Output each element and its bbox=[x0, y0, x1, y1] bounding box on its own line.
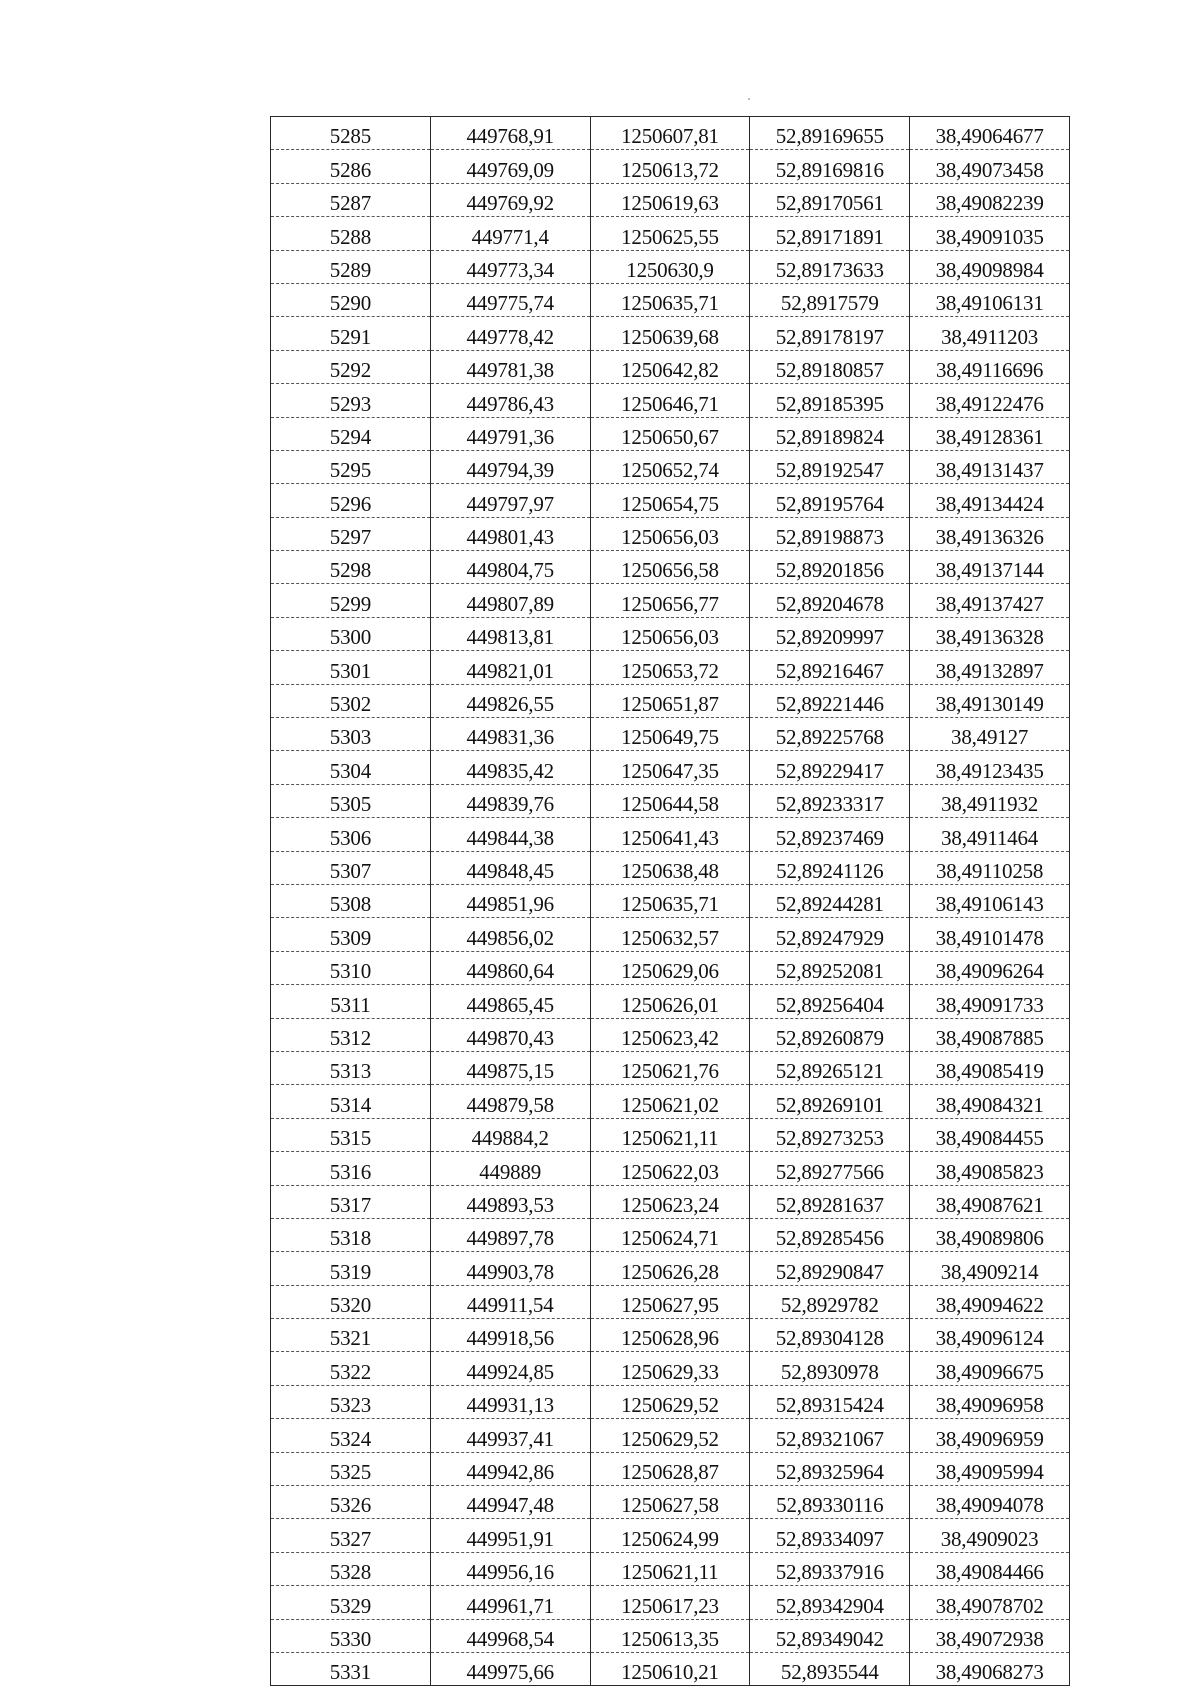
y-coordinate-cell: 1250610,21 bbox=[590, 1652, 750, 1685]
latitude-cell: 52,89192547 bbox=[750, 450, 910, 483]
point-number-cell: 5294 bbox=[271, 417, 431, 450]
table-row bbox=[271, 1419, 1070, 1452]
longitude-cell: 38,4909214 bbox=[910, 1252, 1070, 1285]
latitude-cell: 52,89337916 bbox=[750, 1552, 910, 1585]
y-coordinate-cell: 1250613,72 bbox=[590, 150, 750, 183]
longitude-cell: 38,49106131 bbox=[910, 283, 1070, 316]
latitude-cell: 52,89290847 bbox=[750, 1252, 910, 1285]
longitude-cell: 38,49078702 bbox=[910, 1586, 1070, 1619]
x-coordinate-cell: 449968,54 bbox=[430, 1619, 590, 1652]
table-row bbox=[271, 1051, 1070, 1084]
longitude-cell: 38,49087621 bbox=[910, 1185, 1070, 1218]
x-coordinate-cell: 449951,91 bbox=[430, 1519, 590, 1552]
point-number-cell: 5314 bbox=[271, 1085, 431, 1118]
latitude-cell: 52,89221446 bbox=[750, 684, 910, 717]
point-number-cell: 5304 bbox=[271, 751, 431, 784]
latitude-cell: 52,8929782 bbox=[750, 1285, 910, 1318]
table-row bbox=[271, 1452, 1070, 1485]
point-number-cell: 5302 bbox=[271, 684, 431, 717]
point-number-cell: 5323 bbox=[271, 1385, 431, 1418]
point-number-cell: 5311 bbox=[271, 985, 431, 1018]
x-coordinate-cell: 449851,96 bbox=[430, 884, 590, 917]
latitude-cell: 52,89330116 bbox=[750, 1486, 910, 1519]
longitude-cell: 38,49095994 bbox=[910, 1452, 1070, 1485]
longitude-cell: 38,49134424 bbox=[910, 484, 1070, 517]
x-coordinate-cell: 449961,71 bbox=[430, 1586, 590, 1619]
latitude-cell: 52,89180857 bbox=[750, 350, 910, 383]
point-number-cell: 5286 bbox=[271, 150, 431, 183]
x-coordinate-cell: 449794,39 bbox=[430, 450, 590, 483]
y-coordinate-cell: 1250622,03 bbox=[590, 1152, 750, 1185]
x-coordinate-cell: 449931,13 bbox=[430, 1385, 590, 1418]
table-row bbox=[271, 918, 1070, 951]
latitude-cell: 52,89325964 bbox=[750, 1452, 910, 1485]
table-row bbox=[271, 417, 1070, 450]
x-coordinate-cell: 449865,45 bbox=[430, 985, 590, 1018]
x-coordinate-cell: 449956,16 bbox=[430, 1552, 590, 1585]
point-number-cell: 5291 bbox=[271, 317, 431, 350]
table-row bbox=[271, 1486, 1070, 1519]
longitude-cell: 38,49096959 bbox=[910, 1419, 1070, 1452]
longitude-cell: 38,49123435 bbox=[910, 751, 1070, 784]
y-coordinate-cell: 1250628,87 bbox=[590, 1452, 750, 1485]
y-coordinate-cell: 1250638,48 bbox=[590, 851, 750, 884]
y-coordinate-cell: 1250626,01 bbox=[590, 985, 750, 1018]
x-coordinate-cell: 449791,36 bbox=[430, 417, 590, 450]
table-row bbox=[271, 851, 1070, 884]
latitude-cell: 52,89170561 bbox=[750, 183, 910, 216]
y-coordinate-cell: 1250627,58 bbox=[590, 1486, 750, 1519]
x-coordinate-cell: 449889 bbox=[430, 1152, 590, 1185]
table-row bbox=[271, 1552, 1070, 1585]
longitude-cell: 38,49101478 bbox=[910, 918, 1070, 951]
table-row bbox=[271, 1519, 1070, 1552]
table-row bbox=[271, 1385, 1070, 1418]
table-row bbox=[271, 1252, 1070, 1285]
longitude-cell: 38,49116696 bbox=[910, 350, 1070, 383]
x-coordinate-cell: 449768,91 bbox=[430, 117, 590, 150]
y-coordinate-cell: 1250646,71 bbox=[590, 384, 750, 417]
latitude-cell: 52,89273253 bbox=[750, 1118, 910, 1151]
longitude-cell: 38,49131437 bbox=[910, 450, 1070, 483]
point-number-cell: 5322 bbox=[271, 1352, 431, 1385]
table-row bbox=[271, 1285, 1070, 1318]
y-coordinate-cell: 1250629,33 bbox=[590, 1352, 750, 1385]
table-row bbox=[271, 1085, 1070, 1118]
coordinates-table-body bbox=[271, 117, 1070, 1686]
point-number-cell: 5300 bbox=[271, 617, 431, 650]
point-number-cell: 5299 bbox=[271, 584, 431, 617]
latitude-cell: 52,89173633 bbox=[750, 250, 910, 283]
latitude-cell: 52,89277566 bbox=[750, 1152, 910, 1185]
latitude-cell: 52,89178197 bbox=[750, 317, 910, 350]
x-coordinate-cell: 449786,43 bbox=[430, 384, 590, 417]
point-number-cell: 5307 bbox=[271, 851, 431, 884]
point-number-cell: 5316 bbox=[271, 1152, 431, 1185]
latitude-cell: 52,89247929 bbox=[750, 918, 910, 951]
latitude-cell: 52,89265121 bbox=[750, 1051, 910, 1084]
point-number-cell: 5313 bbox=[271, 1051, 431, 1084]
point-number-cell: 5308 bbox=[271, 884, 431, 917]
y-coordinate-cell: 1250650,67 bbox=[590, 417, 750, 450]
y-coordinate-cell: 1250656,58 bbox=[590, 551, 750, 584]
longitude-cell: 38,49064677 bbox=[910, 117, 1070, 150]
x-coordinate-cell: 449821,01 bbox=[430, 651, 590, 684]
point-number-cell: 5320 bbox=[271, 1285, 431, 1318]
point-number-cell: 5305 bbox=[271, 784, 431, 817]
latitude-cell: 52,89229417 bbox=[750, 751, 910, 784]
latitude-cell: 52,89256404 bbox=[750, 985, 910, 1018]
table-row bbox=[271, 384, 1070, 417]
y-coordinate-cell: 1250644,58 bbox=[590, 784, 750, 817]
point-number-cell: 5298 bbox=[271, 551, 431, 584]
x-coordinate-cell: 449856,02 bbox=[430, 918, 590, 951]
point-number-cell: 5327 bbox=[271, 1519, 431, 1552]
table-row bbox=[271, 751, 1070, 784]
point-number-cell: 5288 bbox=[271, 217, 431, 250]
y-coordinate-cell: 1250623,42 bbox=[590, 1018, 750, 1051]
y-coordinate-cell: 1250649,75 bbox=[590, 718, 750, 751]
table-row bbox=[271, 484, 1070, 517]
point-number-cell: 5312 bbox=[271, 1018, 431, 1051]
x-coordinate-cell: 449769,92 bbox=[430, 183, 590, 216]
x-coordinate-cell: 449835,42 bbox=[430, 751, 590, 784]
longitude-cell: 38,49132897 bbox=[910, 651, 1070, 684]
x-coordinate-cell: 449875,15 bbox=[430, 1051, 590, 1084]
longitude-cell: 38,49094078 bbox=[910, 1486, 1070, 1519]
table-row bbox=[271, 317, 1070, 350]
latitude-cell: 52,89201856 bbox=[750, 551, 910, 584]
longitude-cell: 38,49096675 bbox=[910, 1352, 1070, 1385]
latitude-cell: 52,89285456 bbox=[750, 1218, 910, 1251]
x-coordinate-cell: 449893,53 bbox=[430, 1185, 590, 1218]
point-number-cell: 5319 bbox=[271, 1252, 431, 1285]
y-coordinate-cell: 1250617,23 bbox=[590, 1586, 750, 1619]
longitude-cell: 38,49127 bbox=[910, 718, 1070, 751]
y-coordinate-cell: 1250623,24 bbox=[590, 1185, 750, 1218]
latitude-cell: 52,89241126 bbox=[750, 851, 910, 884]
latitude-cell: 52,89304128 bbox=[750, 1319, 910, 1352]
table-row bbox=[271, 951, 1070, 984]
table-row bbox=[271, 1152, 1070, 1185]
longitude-cell: 38,49106143 bbox=[910, 884, 1070, 917]
latitude-cell: 52,89195764 bbox=[750, 484, 910, 517]
table-row bbox=[271, 784, 1070, 817]
y-coordinate-cell: 1250647,35 bbox=[590, 751, 750, 784]
longitude-cell: 38,49094622 bbox=[910, 1285, 1070, 1318]
table-row bbox=[271, 651, 1070, 684]
latitude-cell: 52,8930978 bbox=[750, 1352, 910, 1385]
longitude-cell: 38,49137427 bbox=[910, 584, 1070, 617]
x-coordinate-cell: 449975,66 bbox=[430, 1652, 590, 1685]
y-coordinate-cell: 1250656,03 bbox=[590, 617, 750, 650]
x-coordinate-cell: 449826,55 bbox=[430, 684, 590, 717]
latitude-cell: 52,89169655 bbox=[750, 117, 910, 150]
longitude-cell: 38,49084321 bbox=[910, 1085, 1070, 1118]
y-coordinate-cell: 1250652,74 bbox=[590, 450, 750, 483]
point-number-cell: 5303 bbox=[271, 718, 431, 751]
longitude-cell: 38,49136326 bbox=[910, 517, 1070, 550]
x-coordinate-cell: 449839,76 bbox=[430, 784, 590, 817]
longitude-cell: 38,49085823 bbox=[910, 1152, 1070, 1185]
x-coordinate-cell: 449903,78 bbox=[430, 1252, 590, 1285]
point-number-cell: 5326 bbox=[271, 1486, 431, 1519]
point-number-cell: 5329 bbox=[271, 1586, 431, 1619]
longitude-cell: 38,49085419 bbox=[910, 1051, 1070, 1084]
y-coordinate-cell: 1250630,9 bbox=[590, 250, 750, 283]
y-coordinate-cell: 1250624,99 bbox=[590, 1519, 750, 1552]
longitude-cell: 38,49098984 bbox=[910, 250, 1070, 283]
x-coordinate-cell: 449924,85 bbox=[430, 1352, 590, 1385]
table-row bbox=[271, 350, 1070, 383]
point-number-cell: 5315 bbox=[271, 1118, 431, 1151]
x-coordinate-cell: 449844,38 bbox=[430, 818, 590, 851]
y-coordinate-cell: 1250656,77 bbox=[590, 584, 750, 617]
latitude-cell: 52,8917579 bbox=[750, 283, 910, 316]
point-number-cell: 5289 bbox=[271, 250, 431, 283]
table-row bbox=[271, 1218, 1070, 1251]
latitude-cell: 52,89216467 bbox=[750, 651, 910, 684]
point-number-cell: 5290 bbox=[271, 283, 431, 316]
x-coordinate-cell: 449879,58 bbox=[430, 1085, 590, 1118]
point-number-cell: 5296 bbox=[271, 484, 431, 517]
x-coordinate-cell: 449797,97 bbox=[430, 484, 590, 517]
y-coordinate-cell: 1250629,52 bbox=[590, 1419, 750, 1452]
point-number-cell: 5325 bbox=[271, 1452, 431, 1485]
latitude-cell: 52,89349042 bbox=[750, 1619, 910, 1652]
table-row bbox=[271, 584, 1070, 617]
point-number-cell: 5309 bbox=[271, 918, 431, 951]
x-coordinate-cell: 449773,34 bbox=[430, 250, 590, 283]
point-number-cell: 5306 bbox=[271, 818, 431, 851]
y-coordinate-cell: 1250621,11 bbox=[590, 1552, 750, 1585]
latitude-cell: 52,89225768 bbox=[750, 718, 910, 751]
y-coordinate-cell: 1250642,82 bbox=[590, 350, 750, 383]
latitude-cell: 52,89198873 bbox=[750, 517, 910, 550]
point-number-cell: 5328 bbox=[271, 1552, 431, 1585]
longitude-cell: 38,49084455 bbox=[910, 1118, 1070, 1151]
table-row bbox=[271, 884, 1070, 917]
latitude-cell: 52,89342904 bbox=[750, 1586, 910, 1619]
longitude-cell: 38,49096124 bbox=[910, 1319, 1070, 1352]
longitude-cell: 38,49087885 bbox=[910, 1018, 1070, 1051]
table-row bbox=[271, 551, 1070, 584]
x-coordinate-cell: 449813,81 bbox=[430, 617, 590, 650]
longitude-cell: 38,4911932 bbox=[910, 784, 1070, 817]
y-coordinate-cell: 1250653,72 bbox=[590, 651, 750, 684]
longitude-cell: 38,4911464 bbox=[910, 818, 1070, 851]
point-number-cell: 5297 bbox=[271, 517, 431, 550]
x-coordinate-cell: 449831,36 bbox=[430, 718, 590, 751]
x-coordinate-cell: 449897,78 bbox=[430, 1218, 590, 1251]
longitude-cell: 38,49096264 bbox=[910, 951, 1070, 984]
latitude-cell: 52,89260879 bbox=[750, 1018, 910, 1051]
longitude-cell: 38,49091035 bbox=[910, 217, 1070, 250]
latitude-cell: 52,89189824 bbox=[750, 417, 910, 450]
latitude-cell: 52,89233317 bbox=[750, 784, 910, 817]
y-coordinate-cell: 1250656,03 bbox=[590, 517, 750, 550]
table-row bbox=[271, 718, 1070, 751]
latitude-cell: 52,89252081 bbox=[750, 951, 910, 984]
table-row bbox=[271, 117, 1070, 150]
y-coordinate-cell: 1250651,87 bbox=[590, 684, 750, 717]
scan-artifact bbox=[748, 98, 750, 100]
x-coordinate-cell: 449884,2 bbox=[430, 1118, 590, 1151]
longitude-cell: 38,49128361 bbox=[910, 417, 1070, 450]
longitude-cell: 38,49082239 bbox=[910, 183, 1070, 216]
x-coordinate-cell: 449947,48 bbox=[430, 1486, 590, 1519]
y-coordinate-cell: 1250635,71 bbox=[590, 884, 750, 917]
latitude-cell: 52,8935544 bbox=[750, 1652, 910, 1685]
y-coordinate-cell: 1250639,68 bbox=[590, 317, 750, 350]
latitude-cell: 52,89244281 bbox=[750, 884, 910, 917]
table-row bbox=[271, 183, 1070, 216]
point-number-cell: 5301 bbox=[271, 651, 431, 684]
table-row bbox=[271, 1652, 1070, 1685]
table-row bbox=[271, 985, 1070, 1018]
latitude-cell: 52,89209997 bbox=[750, 617, 910, 650]
longitude-cell: 38,49096958 bbox=[910, 1385, 1070, 1418]
table-row bbox=[271, 684, 1070, 717]
latitude-cell: 52,89171891 bbox=[750, 217, 910, 250]
table-row bbox=[271, 217, 1070, 250]
point-number-cell: 5330 bbox=[271, 1619, 431, 1652]
table-row bbox=[271, 1586, 1070, 1619]
longitude-cell: 38,49084466 bbox=[910, 1552, 1070, 1585]
latitude-cell: 52,89321067 bbox=[750, 1419, 910, 1452]
point-number-cell: 5285 bbox=[271, 117, 431, 150]
x-coordinate-cell: 449801,43 bbox=[430, 517, 590, 550]
latitude-cell: 52,89315424 bbox=[750, 1385, 910, 1418]
x-coordinate-cell: 449918,56 bbox=[430, 1319, 590, 1352]
x-coordinate-cell: 449771,4 bbox=[430, 217, 590, 250]
table-row bbox=[271, 1118, 1070, 1151]
longitude-cell: 38,49073458 bbox=[910, 150, 1070, 183]
table-row bbox=[271, 283, 1070, 316]
y-coordinate-cell: 1250627,95 bbox=[590, 1285, 750, 1318]
x-coordinate-cell: 449870,43 bbox=[430, 1018, 590, 1051]
longitude-cell: 38,49068273 bbox=[910, 1652, 1070, 1685]
table-row bbox=[271, 450, 1070, 483]
table-row bbox=[271, 150, 1070, 183]
point-number-cell: 5317 bbox=[271, 1185, 431, 1218]
table-row bbox=[271, 617, 1070, 650]
y-coordinate-cell: 1250607,81 bbox=[590, 117, 750, 150]
y-coordinate-cell: 1250628,96 bbox=[590, 1319, 750, 1352]
latitude-cell: 52,89169816 bbox=[750, 150, 910, 183]
x-coordinate-cell: 449848,45 bbox=[430, 851, 590, 884]
point-number-cell: 5287 bbox=[271, 183, 431, 216]
latitude-cell: 52,89204678 bbox=[750, 584, 910, 617]
y-coordinate-cell: 1250621,11 bbox=[590, 1118, 750, 1151]
x-coordinate-cell: 449860,64 bbox=[430, 951, 590, 984]
table-row bbox=[271, 250, 1070, 283]
latitude-cell: 52,89281637 bbox=[750, 1185, 910, 1218]
y-coordinate-cell: 1250621,76 bbox=[590, 1051, 750, 1084]
longitude-cell: 38,49137144 bbox=[910, 551, 1070, 584]
y-coordinate-cell: 1250619,63 bbox=[590, 183, 750, 216]
table-row bbox=[271, 1352, 1070, 1385]
point-number-cell: 5310 bbox=[271, 951, 431, 984]
y-coordinate-cell: 1250632,57 bbox=[590, 918, 750, 951]
y-coordinate-cell: 1250635,71 bbox=[590, 283, 750, 316]
x-coordinate-cell: 449769,09 bbox=[430, 150, 590, 183]
latitude-cell: 52,89185395 bbox=[750, 384, 910, 417]
latitude-cell: 52,89269101 bbox=[750, 1085, 910, 1118]
longitude-cell: 38,4911203 bbox=[910, 317, 1070, 350]
y-coordinate-cell: 1250624,71 bbox=[590, 1218, 750, 1251]
y-coordinate-cell: 1250613,35 bbox=[590, 1619, 750, 1652]
y-coordinate-cell: 1250641,43 bbox=[590, 818, 750, 851]
point-number-cell: 5324 bbox=[271, 1419, 431, 1452]
longitude-cell: 38,49130149 bbox=[910, 684, 1070, 717]
longitude-cell: 38,4909023 bbox=[910, 1519, 1070, 1552]
table-row bbox=[271, 517, 1070, 550]
point-number-cell: 5292 bbox=[271, 350, 431, 383]
x-coordinate-cell: 449911,54 bbox=[430, 1285, 590, 1318]
point-number-cell: 5318 bbox=[271, 1218, 431, 1251]
point-number-cell: 5321 bbox=[271, 1319, 431, 1352]
x-coordinate-cell: 449781,38 bbox=[430, 350, 590, 383]
longitude-cell: 38,49110258 bbox=[910, 851, 1070, 884]
longitude-cell: 38,49136328 bbox=[910, 617, 1070, 650]
latitude-cell: 52,89334097 bbox=[750, 1519, 910, 1552]
table-row bbox=[271, 1185, 1070, 1218]
x-coordinate-cell: 449804,75 bbox=[430, 551, 590, 584]
coordinates-table bbox=[270, 116, 1070, 1686]
y-coordinate-cell: 1250629,52 bbox=[590, 1385, 750, 1418]
table-row bbox=[271, 1319, 1070, 1352]
x-coordinate-cell: 449778,42 bbox=[430, 317, 590, 350]
longitude-cell: 38,49122476 bbox=[910, 384, 1070, 417]
point-number-cell: 5295 bbox=[271, 450, 431, 483]
x-coordinate-cell: 449775,74 bbox=[430, 283, 590, 316]
longitude-cell: 38,49091733 bbox=[910, 985, 1070, 1018]
y-coordinate-cell: 1250625,55 bbox=[590, 217, 750, 250]
longitude-cell: 38,49072938 bbox=[910, 1619, 1070, 1652]
longitude-cell: 38,49089806 bbox=[910, 1218, 1070, 1251]
x-coordinate-cell: 449942,86 bbox=[430, 1452, 590, 1485]
y-coordinate-cell: 1250629,06 bbox=[590, 951, 750, 984]
x-coordinate-cell: 449807,89 bbox=[430, 584, 590, 617]
point-number-cell: 5331 bbox=[271, 1652, 431, 1685]
table-row bbox=[271, 818, 1070, 851]
y-coordinate-cell: 1250621,02 bbox=[590, 1085, 750, 1118]
point-number-cell: 5293 bbox=[271, 384, 431, 417]
latitude-cell: 52,89237469 bbox=[750, 818, 910, 851]
x-coordinate-cell: 449937,41 bbox=[430, 1419, 590, 1452]
table-row bbox=[271, 1018, 1070, 1051]
y-coordinate-cell: 1250654,75 bbox=[590, 484, 750, 517]
table-row bbox=[271, 1619, 1070, 1652]
y-coordinate-cell: 1250626,28 bbox=[590, 1252, 750, 1285]
